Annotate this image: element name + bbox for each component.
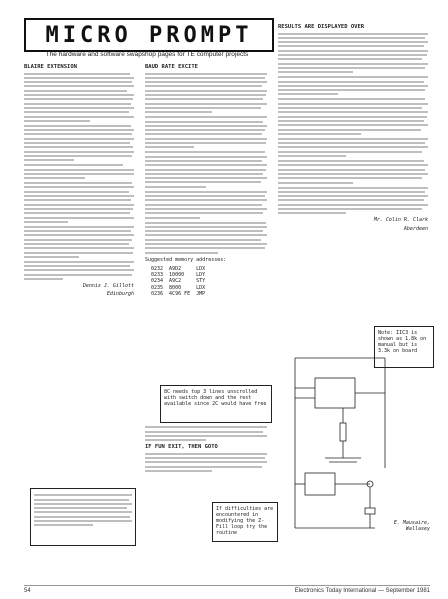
table-cell: LDY xyxy=(196,272,206,279)
code-table xyxy=(151,266,211,297)
paragraph xyxy=(145,116,267,148)
article-column-3 xyxy=(278,24,428,232)
paragraph xyxy=(24,182,134,223)
page-footer xyxy=(24,585,430,596)
paragraph xyxy=(145,222,267,254)
table-cell: 0233 xyxy=(151,272,164,279)
table-cell: 8000 xyxy=(169,284,182,291)
paragraph xyxy=(278,160,428,183)
paragraph xyxy=(278,138,428,157)
capacitor xyxy=(365,508,375,514)
article-column-1 xyxy=(24,64,134,298)
masthead-banner xyxy=(24,18,274,52)
paragraph xyxy=(24,261,134,280)
paragraph xyxy=(145,191,267,219)
paragraph xyxy=(24,125,134,161)
paragraph xyxy=(24,226,134,258)
tip-box xyxy=(212,502,278,542)
info-box xyxy=(30,488,136,546)
table-cell: LDX xyxy=(196,265,206,272)
table-cell: 4C96 FE xyxy=(169,291,191,298)
author-city: Aberdeen xyxy=(403,225,428,232)
paragraph xyxy=(278,33,428,74)
note-box-text: 8C needs top 3 lines unscrolled with switch down and the rest available since 2C would have free xyxy=(164,389,267,407)
paragraph xyxy=(24,73,134,122)
masthead-title: MICRO PROMPT xyxy=(26,20,272,50)
table-cell: 10000 xyxy=(169,272,185,279)
page-number: 54 xyxy=(24,588,31,594)
circuit-diagram xyxy=(285,348,400,546)
table-cell: A9D2 xyxy=(169,265,182,272)
table-cell: 0236 xyxy=(151,291,164,298)
diagram-signature: E. Mausaire, Wallasey xyxy=(393,520,430,532)
article-column-2 xyxy=(145,64,267,300)
ic-chip xyxy=(315,378,355,408)
paragraph xyxy=(145,73,267,114)
article-heading-1: BLAIRE EXTENSION xyxy=(24,64,77,70)
table-cell: STY xyxy=(196,278,206,285)
table-cell: 0232 xyxy=(151,265,164,272)
publication-info: Electronics Today International — September 1981 xyxy=(294,588,430,594)
ic-chip xyxy=(305,473,335,495)
table-cell: JMP xyxy=(196,291,206,298)
masthead-subtitle: The hardware and software swapshop pages for TE computer projects xyxy=(45,51,249,58)
table-cell: 0234 xyxy=(151,278,164,285)
tip-box-text: If difficulties are encountered in modifying the Z-Fill loop try the routine xyxy=(216,506,274,536)
component-note-text: Note: IIC3 is shown as 1.8k on manual but is 3.3k on board xyxy=(378,330,427,354)
table-label: Suggested memory addresses: xyxy=(145,256,227,263)
article-heading-2: BAUD RATE EXCITE xyxy=(145,64,198,70)
paragraph xyxy=(145,151,267,187)
paragraph xyxy=(145,426,267,441)
subheading: IF FUN EXIT, THEN GOTO xyxy=(145,444,218,451)
paragraph xyxy=(24,164,134,179)
table-cell: A9C2 xyxy=(169,278,182,285)
author-signature: Mr. Colin R. Clark xyxy=(373,217,428,224)
table-row xyxy=(151,291,211,297)
paragraph xyxy=(278,187,428,215)
paragraph xyxy=(278,98,428,134)
table-cell: LDX xyxy=(196,284,206,291)
paragraph xyxy=(278,76,428,95)
paragraph xyxy=(145,453,267,472)
article-heading-3: RESULTS ARE DISPLAYED OVER xyxy=(278,24,365,30)
author-city: Edinburgh xyxy=(106,291,134,298)
note-box xyxy=(160,385,272,423)
table-cell: 0235 xyxy=(151,284,164,291)
article-column-2b xyxy=(145,424,267,475)
table-row xyxy=(151,278,211,284)
author-signature: Dennis J. Gillott xyxy=(82,283,134,290)
resistor xyxy=(340,423,346,441)
